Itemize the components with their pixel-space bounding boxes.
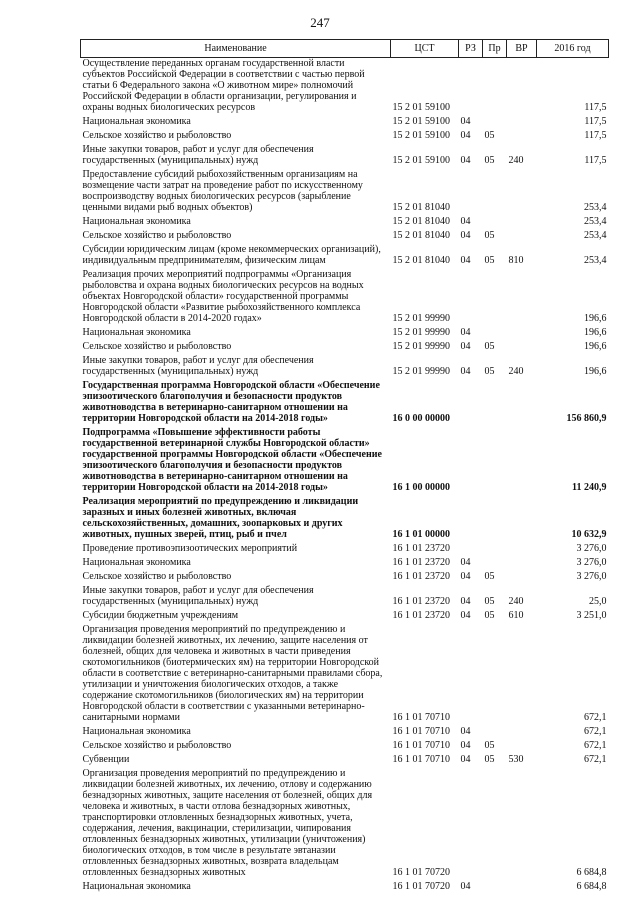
table-row — [81, 765, 609, 878]
row-vr — [507, 213, 537, 227]
row-cst: 16 0 00 00000 — [392, 413, 450, 424]
row-name: Государственная программа Новгородской области «Обеспечение эпизоотического благополучия и безопасности продуктов животноводства в ветеринарно-санитарном отношении на территории Новгородской области на 2014-2018 годы» — [82, 380, 380, 424]
row-rz: 04 — [460, 216, 471, 227]
row-name: Национальная экономика — [82, 726, 191, 737]
row-pr — [483, 554, 507, 568]
row-pr — [483, 324, 507, 338]
row-cst: 16 1 01 23720 — [392, 610, 450, 621]
row-vr — [507, 493, 537, 540]
row-cst: 15 2 01 59100 — [392, 155, 450, 166]
row-cst: 16 1 01 23720 — [392, 571, 450, 582]
row-sum: 196,6 — [584, 327, 607, 338]
row-pr: 05 — [484, 230, 495, 241]
row-vr: 240 — [508, 596, 524, 607]
row-pr: 05 — [484, 341, 495, 352]
row-rz — [459, 424, 483, 493]
row-name: Сельское хозяйство и рыболовство — [82, 341, 232, 352]
row-rz — [459, 377, 483, 424]
row-pr: 05 — [484, 255, 495, 266]
row-pr — [483, 621, 507, 723]
row-cst: 15 2 01 99990 — [392, 341, 450, 352]
table-row — [81, 166, 609, 213]
row-name: Реализация мероприятий по предупреждению и ликвидации заразных и иных болезней животных, включая сельскохозяйственных, домашних, зоопарковых и других животных, пушных зверей, птиц, рыб и пчел — [82, 496, 359, 540]
row-sum: 253,4 — [584, 230, 607, 241]
header-year: 2016 год — [537, 40, 609, 58]
row-pr: 05 — [484, 130, 495, 141]
row-cst: 16 1 01 70710 — [392, 712, 450, 723]
row-name: Организация проведения мероприятий по предупреждению и ликвидации болезней животных, их лечению, защите населения от болезней, общих для человека и животных в части приведения скотомогильников (биотермических ям) на территории Новгородской области в соответствие с ветеринарно-санитарными правилами сбора, утилизации и уничтожения биологических отходов, а также содержание скотомогильников (биологических ям) на территории Новгородской области в соответствии с указанными ветеринарно-санитарными нормами — [82, 624, 383, 723]
row-rz — [459, 266, 483, 324]
row-pr — [483, 166, 507, 213]
header-pr: Пр — [483, 40, 507, 58]
row-pr — [483, 540, 507, 554]
row-sum: 3 276,0 — [576, 557, 607, 568]
row-vr — [507, 377, 537, 424]
row-sum: 672,1 — [584, 740, 607, 751]
row-cst: 16 1 01 70710 — [392, 726, 450, 737]
row-rz: 04 — [460, 341, 471, 352]
row-cst: 16 1 01 23720 — [392, 557, 450, 568]
table-row — [81, 621, 609, 723]
row-name: Проведение противоэпизоотических мероприятий — [82, 543, 298, 554]
row-name: Национальная экономика — [82, 557, 191, 568]
table-row — [81, 213, 609, 227]
row-rz: 04 — [460, 116, 471, 127]
row-sum: 25,0 — [589, 596, 607, 607]
row-rz — [459, 166, 483, 213]
row-sum: 253,4 — [584, 255, 607, 266]
row-cst: 16 1 01 00000 — [392, 529, 450, 540]
row-sum: 196,6 — [584, 341, 607, 352]
table-row — [81, 352, 609, 377]
row-cst: 15 2 01 99990 — [392, 313, 450, 324]
row-rz — [459, 765, 483, 878]
row-sum: 253,4 — [584, 216, 607, 227]
row-cst: 15 2 01 81040 — [392, 230, 450, 241]
row-vr — [507, 113, 537, 127]
row-pr — [483, 377, 507, 424]
row-sum: 6 684,8 — [576, 881, 607, 892]
row-name: Реализация прочих мероприятий подпрограммы «Организация рыболовства и охрана водных биологических ресурсов на водных объектах Новгородской области» государственной программы Новгородской области «Развитие рыбохозяйственного комплекса Новгородской области в 2014-2020 годах» — [82, 269, 364, 324]
row-name: Подпрограмма «Повышение эффективности работы государственной ветеринарной службы Новгородской области» государственной программы Новгородской области «Обеспечение эпизоотического благополучия и безопасности продуктов животноводства в ветеринарно-санитарном отношении на территории Новгородской области на 2014-2018 годы» — [82, 427, 382, 493]
row-cst: 15 2 01 81040 — [392, 202, 450, 213]
row-cst: 15 2 01 99990 — [392, 327, 450, 338]
row-sum: 3 276,0 — [576, 571, 607, 582]
row-name: Иные закупки товаров, работ и услуг для обеспечения государственных (муниципальных) нужд — [82, 144, 314, 166]
table-row — [81, 377, 609, 424]
row-vr — [507, 338, 537, 352]
table-row — [81, 554, 609, 568]
row-rz: 04 — [460, 327, 471, 338]
row-rz: 04 — [460, 881, 471, 892]
row-rz — [459, 621, 483, 723]
row-vr: 530 — [508, 754, 524, 765]
row-name: Сельское хозяйство и рыболовство — [82, 571, 232, 582]
row-pr: 05 — [484, 571, 495, 582]
row-vr: 610 — [508, 610, 524, 621]
table-row — [81, 227, 609, 241]
table-row — [81, 241, 609, 266]
row-name: Субвенции — [82, 754, 130, 765]
header-rz: РЗ — [459, 40, 483, 58]
row-vr — [507, 723, 537, 737]
row-sum: 672,1 — [584, 726, 607, 737]
row-sum: 11 240,9 — [572, 482, 607, 493]
row-vr — [507, 227, 537, 241]
row-sum: 10 632,9 — [571, 529, 607, 540]
row-vr — [507, 554, 537, 568]
table-row — [81, 751, 609, 765]
row-vr — [507, 58, 537, 114]
row-cst: 15 2 01 81040 — [392, 216, 450, 227]
table-row — [81, 266, 609, 324]
row-pr: 05 — [484, 155, 495, 166]
row-vr — [507, 621, 537, 723]
row-vr — [507, 127, 537, 141]
page-number: 247 — [310, 15, 330, 30]
table-row — [81, 58, 609, 114]
row-cst: 16 1 01 70710 — [392, 740, 450, 751]
table-row — [81, 141, 609, 166]
table-row — [81, 493, 609, 540]
row-rz: 04 — [460, 754, 471, 765]
row-sum: 253,4 — [584, 202, 607, 213]
row-name: Национальная экономика — [82, 881, 191, 892]
row-pr — [483, 493, 507, 540]
row-name: Национальная экономика — [82, 216, 191, 227]
row-name: Сельское хозяйство и рыболовство — [82, 740, 232, 751]
row-rz: 04 — [460, 366, 471, 377]
row-name: Сельское хозяйство и рыболовство — [82, 130, 232, 141]
row-name: Осуществление переданных органам государственной власти субъектов Российской Федерации в соответствии с частью первой статьи 6 Федерального закона «О животном мире» полномочий Российской Федерации в области организации, регулирования и охраны водных биологических ресурсов — [82, 58, 365, 113]
row-sum: 3 251,0 — [576, 610, 607, 621]
row-rz — [459, 58, 483, 114]
row-sum: 156 860,9 — [566, 413, 607, 424]
row-sum: 117,5 — [584, 155, 607, 166]
row-sum: 117,5 — [584, 102, 607, 113]
row-sum: 196,6 — [584, 366, 607, 377]
row-pr: 05 — [484, 610, 495, 621]
row-cst: 16 1 00 00000 — [392, 482, 450, 493]
row-pr — [483, 878, 507, 892]
row-cst: 16 1 01 23720 — [392, 543, 450, 554]
row-rz: 04 — [460, 557, 471, 568]
row-name: Национальная экономика — [82, 116, 191, 127]
row-vr — [507, 166, 537, 213]
row-name: Организация проведения мероприятий по предупреждению и ликвидации болезней животных, их лечению, отлову и содержанию безнадзорных животных, защите населения от болезней, общих для человека и животных, в части отлова безнадзорных животных, транспортировки отловленных безнадзорных животных, учета, содержания, лечения, вакцинации, стерилизации, чипирования отловленных безнадзорных животных, утилизации (уничтожения) биологических отходов, в том числе в результате эвтаназии отловленных безнадзорных животных, возврата владельцам отловленных безнадзорных животных — [82, 768, 373, 878]
row-vr — [507, 765, 537, 878]
row-pr — [483, 58, 507, 114]
row-vr — [507, 324, 537, 338]
row-rz: 04 — [460, 596, 471, 607]
row-cst: 15 2 01 99990 — [392, 366, 450, 377]
row-sum: 117,5 — [584, 130, 607, 141]
row-rz: 04 — [460, 255, 471, 266]
table-row — [81, 324, 609, 338]
row-rz: 04 — [460, 610, 471, 621]
row-vr — [507, 878, 537, 892]
row-vr — [507, 568, 537, 582]
row-name: Предоставление субсидий рыбохозяйственным организациям на возмещение части затрат на проведение работ по искусственному воспроизводству водных биологических ресурсов (зарыбление ценными видами рыб водных объектов) — [82, 169, 363, 213]
row-sum: 672,1 — [584, 712, 607, 723]
row-sum: 196,6 — [584, 313, 607, 324]
table-row — [81, 540, 609, 554]
table-row — [81, 607, 609, 621]
row-cst: 16 1 01 23720 — [392, 596, 450, 607]
row-vr: 810 — [508, 255, 524, 266]
row-name: Иные закупки товаров, работ и услуг для обеспечения государственных (муниципальных) нужд — [82, 355, 314, 377]
table-row — [81, 338, 609, 352]
row-sum: 117,5 — [584, 116, 607, 127]
row-rz: 04 — [460, 230, 471, 241]
row-sum: 3 276,0 — [576, 543, 607, 554]
row-rz: 04 — [460, 726, 471, 737]
row-vr — [507, 266, 537, 324]
table-header — [81, 40, 609, 58]
row-vr: 240 — [508, 366, 524, 377]
row-cst: 16 1 01 70720 — [392, 867, 450, 878]
table-row — [81, 737, 609, 751]
row-cst: 16 1 01 70720 — [392, 881, 450, 892]
row-rz: 04 — [460, 130, 471, 141]
row-vr — [507, 737, 537, 751]
row-rz: 04 — [460, 571, 471, 582]
header-cst: ЦСТ — [391, 40, 459, 58]
header-name: Наименование — [81, 40, 391, 58]
header-vr: ВР — [507, 40, 537, 58]
row-pr: 05 — [484, 596, 495, 607]
row-vr: 240 — [508, 155, 524, 166]
row-rz: 04 — [460, 740, 471, 751]
table-row — [81, 127, 609, 141]
row-pr — [483, 765, 507, 878]
row-pr — [483, 213, 507, 227]
row-cst: 15 2 01 59100 — [392, 102, 450, 113]
table-row — [81, 878, 609, 892]
row-vr — [507, 540, 537, 554]
row-pr — [483, 266, 507, 324]
row-name: Сельское хозяйство и рыболовство — [82, 230, 232, 241]
row-pr: 05 — [484, 740, 495, 751]
table-row — [81, 723, 609, 737]
row-vr — [507, 424, 537, 493]
row-cst: 15 2 01 59100 — [392, 116, 450, 127]
row-sum: 672,1 — [584, 754, 607, 765]
row-name: Субсидии юридическим лицам (кроме некоммерческих организаций), индивидуальным предпринимателям, физическим лицам — [82, 244, 381, 266]
row-name: Иные закупки товаров, работ и услуг для обеспечения государственных (муниципальных) нужд — [82, 585, 314, 607]
row-pr — [483, 424, 507, 493]
row-pr: 05 — [484, 366, 495, 377]
table-row — [81, 424, 609, 493]
table-row — [81, 113, 609, 127]
row-rz: 04 — [460, 155, 471, 166]
row-cst: 16 1 01 70710 — [392, 754, 450, 765]
table-row — [81, 582, 609, 607]
table-row — [81, 568, 609, 582]
row-pr — [483, 723, 507, 737]
row-sum: 6 684,8 — [576, 867, 607, 878]
row-name: Субсидии бюджетным учреждениям — [82, 610, 239, 621]
budget-table — [80, 39, 609, 892]
row-pr: 05 — [484, 754, 495, 765]
row-cst: 15 2 01 59100 — [392, 130, 450, 141]
row-pr — [483, 113, 507, 127]
row-rz — [459, 540, 483, 554]
row-cst: 15 2 01 81040 — [392, 255, 450, 266]
row-name: Национальная экономика — [82, 327, 191, 338]
row-rz — [459, 493, 483, 540]
